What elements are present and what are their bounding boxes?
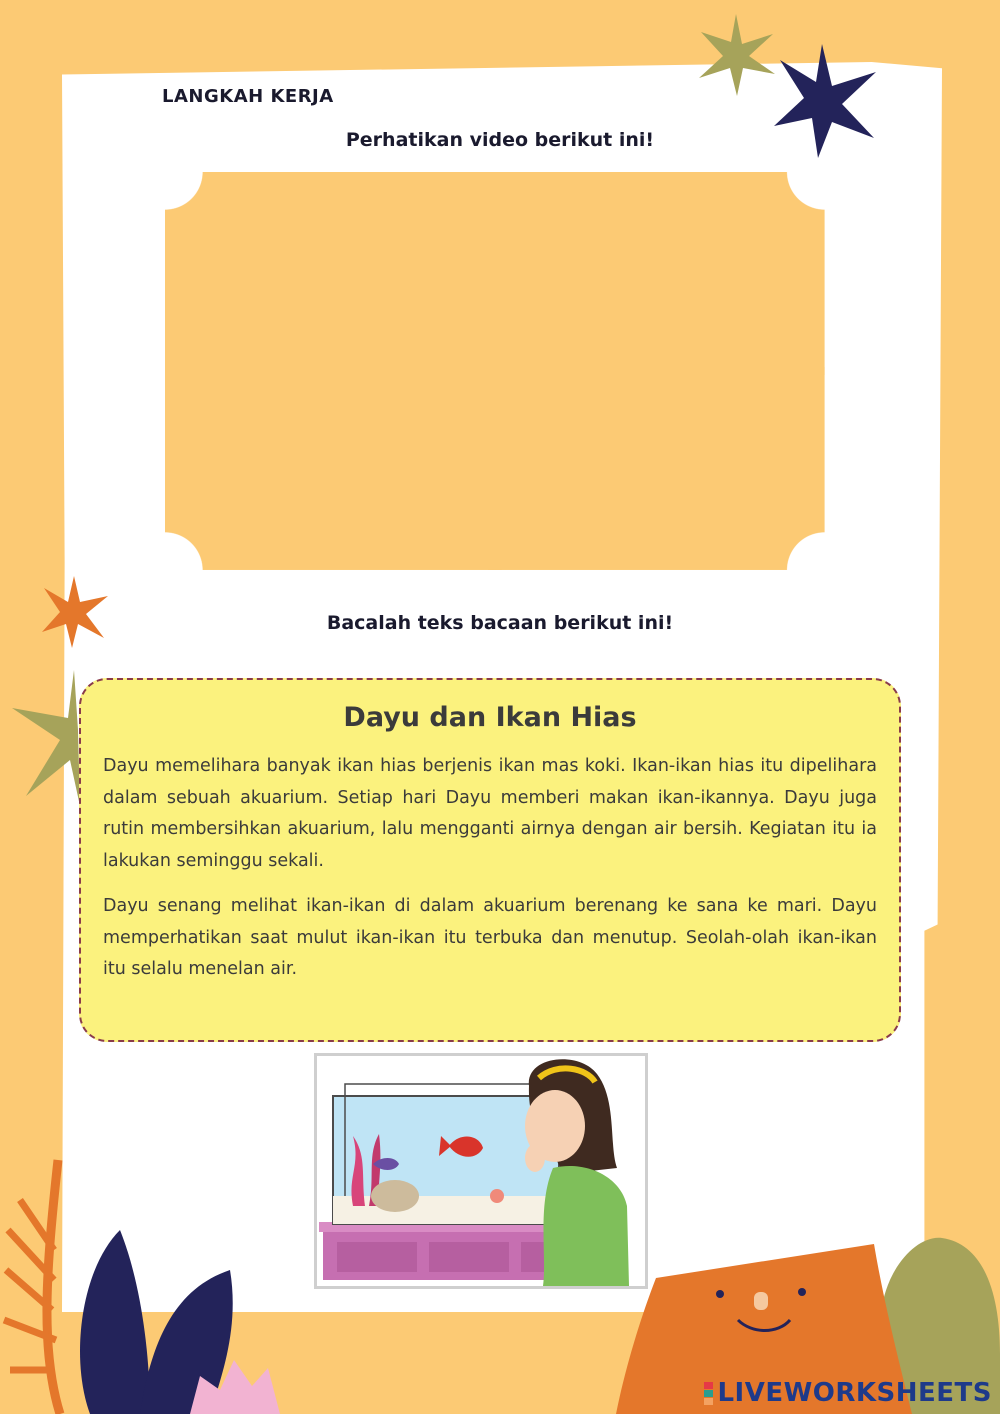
reading-paragraph: Dayu senang melihat ikan-ikan di dalam akuarium berenang ke sana ke mari. Dayu memperhatikan saat mulut ikan-ikan itu terbuka dan menutup. Seolah-olah ikan-ikan itu selalu menelan air. bbox=[103, 896, 877, 979]
leaf-icon bbox=[0, 1150, 300, 1414]
girl-aquarium-image bbox=[317, 1056, 645, 1286]
aquarium-illustration bbox=[314, 1053, 648, 1289]
olive-star-icon bbox=[8, 668, 90, 808]
reading-text-box bbox=[79, 678, 901, 1042]
page-heading: LANGKAH KERJA bbox=[162, 86, 334, 107]
brand-text: LIVEWORKSHEETS bbox=[717, 1378, 992, 1408]
video-placeholder[interactable] bbox=[165, 172, 825, 570]
reading-paragraph: Dayu memelihara banyak ikan hias berjenis ikan mas koki. Ikan-ikan hias itu dipelihara dalam sebuah akuarium. Setiap hari Dayu memberi makan ikan-ikannya. Dayu juga rutin membersihkan akuarium, lalu mengganti airnya dengan air bersih. Kegiatan itu ia lakukan seminggu sekali. bbox=[103, 756, 877, 871]
video-instruction: Perhatikan video berikut ini! bbox=[345, 129, 655, 151]
brand-watermark bbox=[704, 1378, 992, 1408]
reading-title: Dayu dan Ikan Hias bbox=[343, 702, 637, 733]
reading-instruction: Bacalah teks bacaan berikut ini! bbox=[326, 612, 674, 634]
olive-star-icon bbox=[695, 12, 777, 98]
brand-logo-icon bbox=[704, 1382, 713, 1405]
